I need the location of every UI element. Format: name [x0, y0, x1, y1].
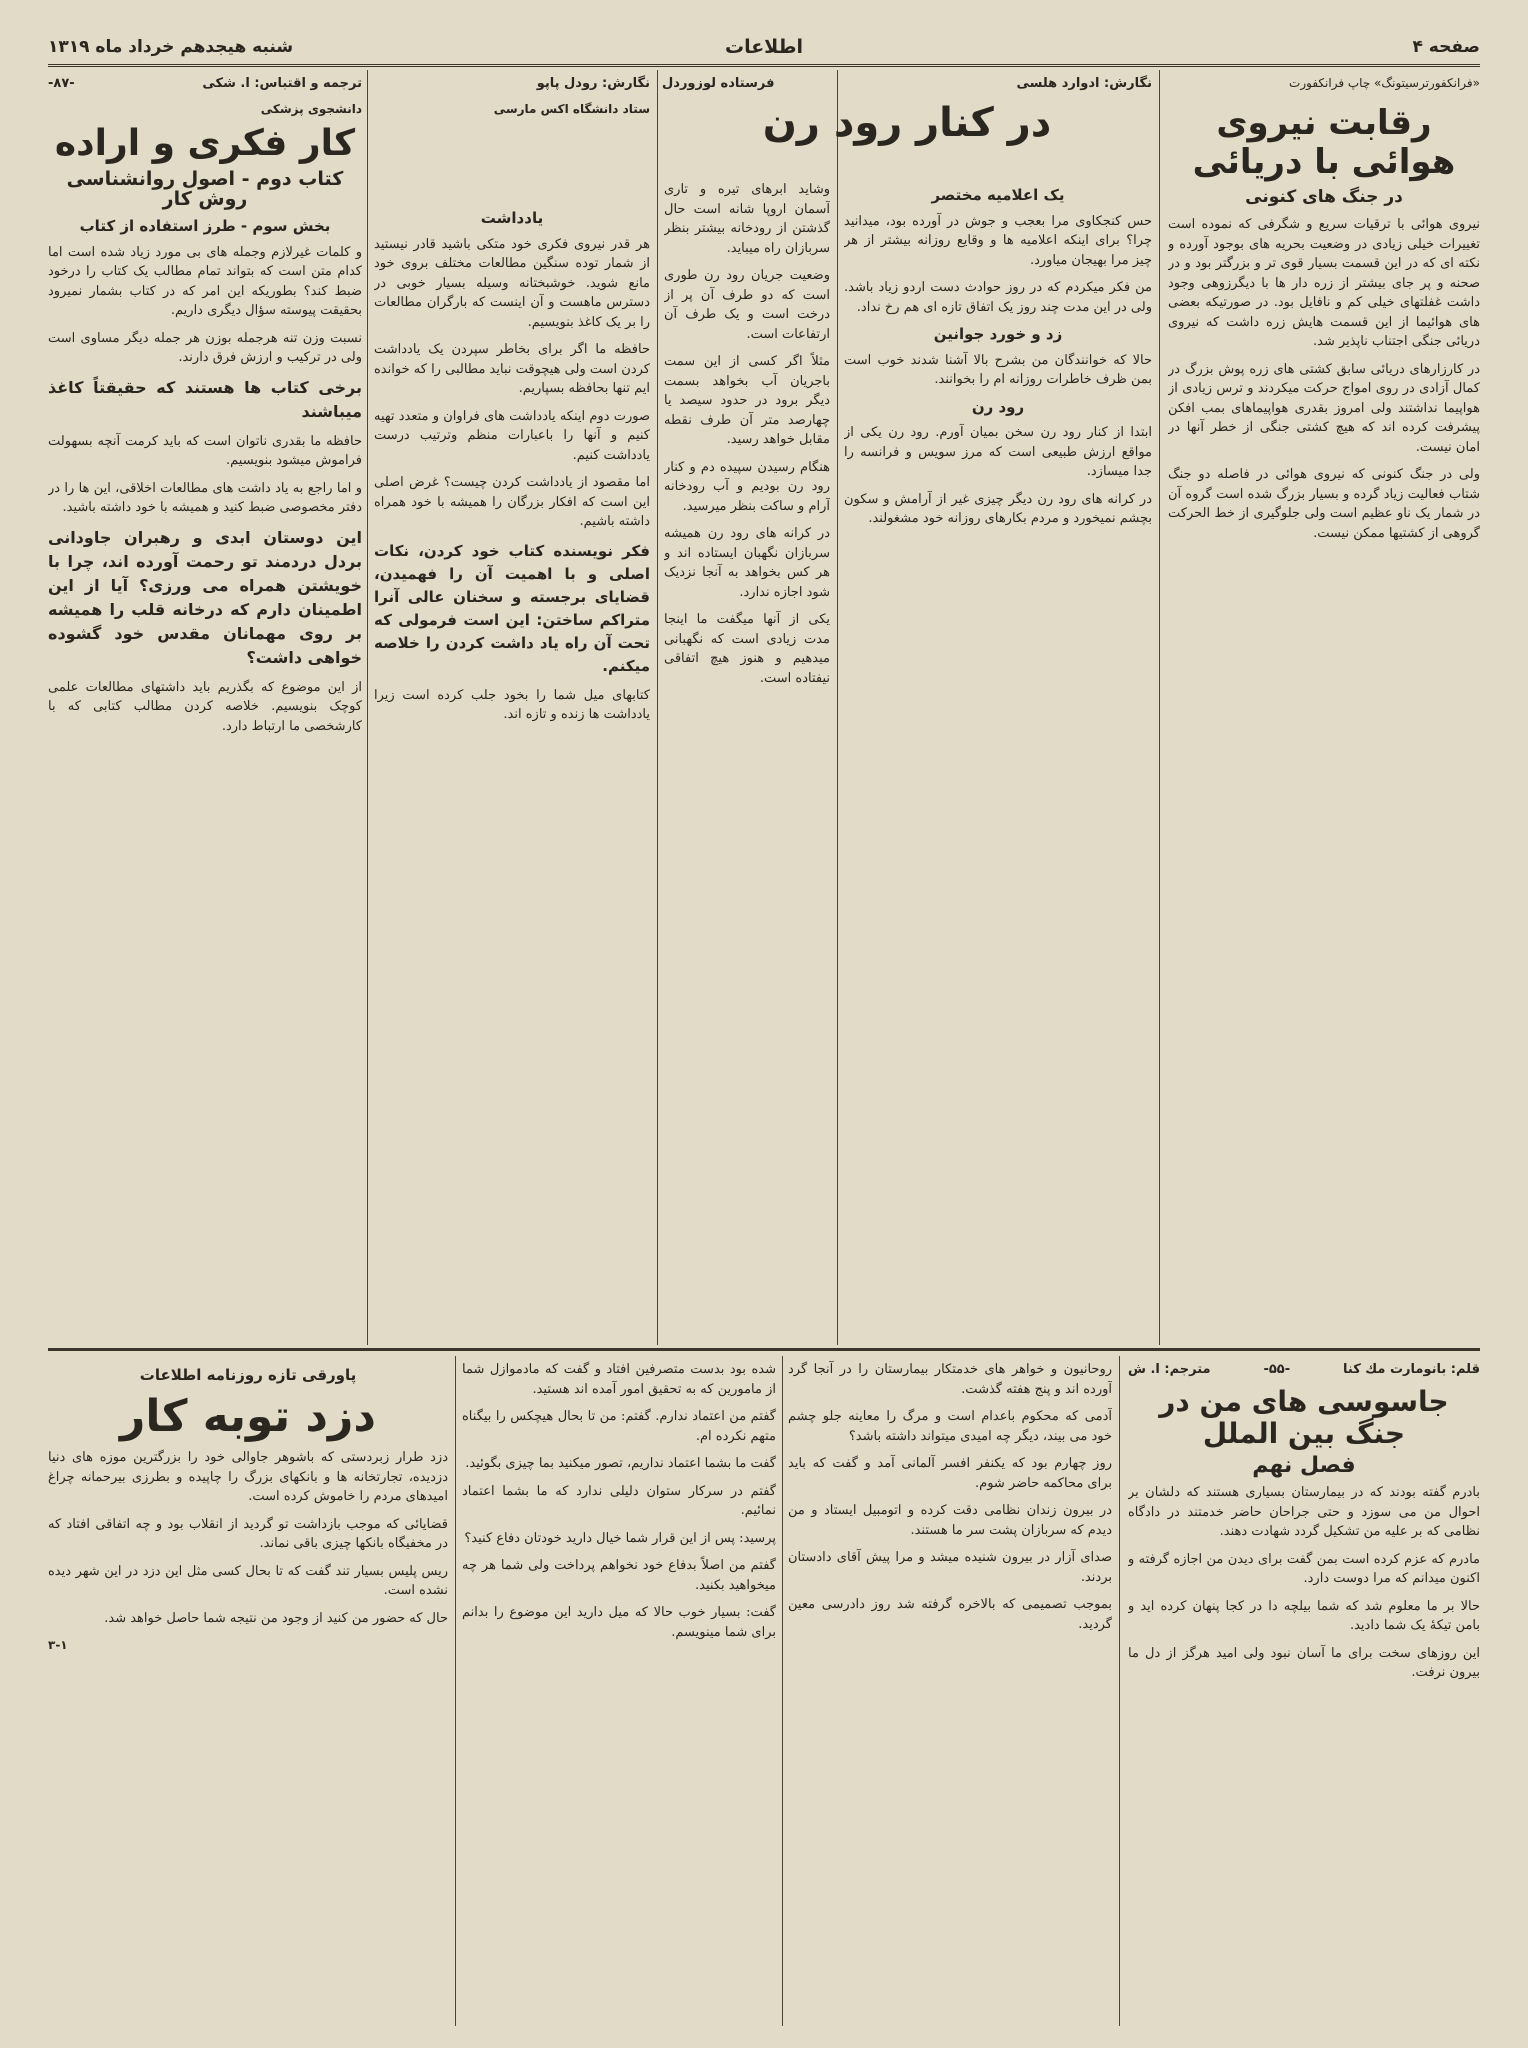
- article-subtitle: در جنگ های کنونی: [1245, 186, 1403, 207]
- serial-continued-b: [462, 1360, 776, 2022]
- article-title: در کنار رود رن: [762, 99, 1052, 146]
- article-byline: [48, 74, 362, 94]
- serial-paragraph: آدمی که محکوم باعدام است و مرگ را معاینه جلو چشم خود می بیند، دیگر چه امیدی میتواند داشته باشد؟: [788, 1409, 1112, 1444]
- serial-paragraph: بادرم گفته بودند که در بیمارستان بسیاری هستند که دلشان بر احوال من می سوزد و حتی جراحان حاضر خدمتند در دادگاه نظامی که بر علیه من تشکیل گردد شهادت دهند.: [1128, 1485, 1480, 1540]
- serial-repentant-thief: [48, 1360, 448, 2022]
- serial-label: پاورقی تازه روزنامه اطلاعات: [139, 1366, 357, 1384]
- series-number: -۸۷-: [48, 76, 75, 91]
- article-paragraph: مثلاً اگر کسی از این سمت باجریان آب بخواهد بسمت دیگر برود در حدود سیصد یا چهارصد متر آن طرف نقطه مقابل خواهد رسید.: [664, 354, 830, 447]
- article-paragraph: حس کنجکاوی مرا بعجب و جوش در آورده بود، میدانید چرا؟ برای اینکه اعلامیه ها و وقایع روزانه بیشتر از هر چیز مرا بهیجان میاورد.: [844, 213, 1152, 268]
- serial-paragraph: پرسید: پس از این قرار شما خیال دارید خودتان دفاع کنید؟: [464, 1530, 776, 1546]
- chapter-heading: فصل نهم: [1252, 1452, 1356, 1478]
- article-paragraph: در کرانه های رود رن دیگر چیزی غیر از آرامش و سکون بچشم نمیخورد و مردم بکارهای روزانه خود مشغولند.: [844, 491, 1152, 526]
- serial-paragraph: صدای آزار در بیرون شنیده میشد و مرا پیش آقای دادستان بردند.: [788, 1550, 1112, 1585]
- serial-paragraph: ریس پلیس بسیار تند گفت که تا بحال کسی مثل این دزد در این شهر دیده نشده است.: [48, 1563, 448, 1599]
- correspondent: فرستاده لوزوردل: [662, 76, 775, 91]
- column-rule: [455, 1356, 456, 2026]
- serial-paragraph: قضایائی که موجب بازداشت تو گردید از انقلاب بود و چه اتفاقی افتاد که در مخفیگاه بانکها چیزی باقی نماند.: [48, 1516, 448, 1552]
- serial-paragraph: گفتم من اعتماد ندارم. گفتم: من تا بحال هیچکس را بیگناه متهم نکرده ام.: [462, 1409, 776, 1444]
- book-heading: کتاب دوم - اصول روانشناسی روش کار: [66, 168, 344, 210]
- serial-paragraph: روز چهارم بود که یکنفر افسر آلمانی آمد و گفت که باید برای محاکمه حاضر شوم.: [788, 1456, 1112, 1491]
- article-paragraph: حالا که خوانندگان من بشرح بالا آشنا شدند خوب است بمن ظرف خاطرات روزانه ام را بخوانند.: [844, 352, 1152, 387]
- article-paragraph: حافظه ما اگر برای بخاطر سپردن یک یادداشت کردن است ولی هیچوقت نباید مطالبی را که خوانده ایم تنها بحافظه بسپاریم.: [374, 342, 650, 396]
- serial-paragraph: حالا بر ما معلوم شد که شما بیلچه دا در کجا پنهان کرده اید و بامن تیکهٔ یک شما دادید.: [1128, 1598, 1480, 1634]
- section-heading: یادداشت: [480, 209, 544, 227]
- series-number: -۵۵-: [1263, 1362, 1291, 1377]
- highlighted-sentence: برخی کتاب ها هستند که حقیقتاً کاغذ میباشند: [48, 377, 362, 421]
- article-paragraph: من فکر میکردم که در روز حوادث دست اردو زیاد باشد. ولی در این مدت چند روز یک اتفاق تازه ای هم رخ نداد.: [844, 280, 1152, 315]
- serial-paragraph: روحانیون و خواهر های خدمتکار بیمارستان را در آنجا گرد آورده اند و پنج هفته گذشت.: [788, 1362, 1112, 1397]
- column-rule: [1119, 1356, 1120, 2026]
- article-paragraph: کتابهای میل شما را بخود جلب کرده است زیرا یادداشت ها زنده و تازه اند.: [374, 687, 650, 722]
- serial-paragraph: شده بود بدست متصرفین افتاد و گفت که مادموازل شما از مامورین که به تحقیق امور آمده اند هستید.: [462, 1362, 776, 1397]
- serial-paragraph: مادرم که عزم کرده است بمن گفت برای دیدن من اجازه گرفته و اکنون میدانم که مرا دوست دارد.: [1128, 1551, 1480, 1587]
- article-byline: [662, 74, 1152, 94]
- serial-paragraph: گفتم من اصلاً بدفاع خود نخواهم پرداخت ولی شما هر چه میخواهید بکنید.: [462, 1558, 776, 1593]
- article-title: رقابت نیروی هوائی با دریائی: [1192, 102, 1456, 182]
- column-rule: [1159, 70, 1160, 1345]
- article-paragraph: در کرانه های رود رن همیشه سربازان نگهبان ایستاده اند و هر کس بخواهد به آنجا نزدیک شود اجازه ندارد.: [664, 526, 830, 600]
- author: نگارش: ادوارد هلسی: [1016, 76, 1152, 91]
- article-air-naval-rivalry: [1168, 74, 1480, 1342]
- article-paragraph: حافظه ما بقدری ناتوان است که باید کرمت آنچه بسهولت فراموش میشود بنویسیم.: [48, 433, 362, 469]
- serial-paragraph: گفت ما بشما اعتماد نداریم، تصور میکنید بما چیزی بگوئید.: [465, 1456, 776, 1471]
- article-paragraph: و کلمات غیرلازم وجمله های بی مورد زیاد شده است اما کدام متن است که بتواند تمام مطالب یک کتاب را درخود ضبط کند؟ بطوریکه این امر که در کتاب بشمار نمیرود بحقیقت پیوسته سؤال دیگری داریم.: [48, 244, 362, 319]
- article-paragraph: ابتدا از کنار رود رن سخن بمیان آورم. رود رن یکی از مواقع ارزش طبیعی است که مرز سویس و فرانسه را جدا میسازد.: [844, 425, 1152, 479]
- issue-date: شنبه هیجدهم خرداد ماه ۱۳۱۹: [48, 37, 294, 57]
- article-paragraph: در کارزارهای دریائی سابق کشتی های زره پوش بزرگ در کمال آزادی در روی امواج حرکت میکردند و ترس زیادی از هواپیما نداشتند ولی امروز بقدری هواپیماهای بمب افکن پیشرفت کرده اند که هیچ کشتی جنگی از خطر آنها در امان نیست.: [1168, 361, 1480, 455]
- article-rhine-col-a: [844, 180, 1152, 1342]
- article-paragraph: هنگام رسیدن سپیده دم و کنار رود رن بودیم و آب رودخانه آرام و ساکت بنظر میرسید.: [664, 459, 830, 514]
- article-title: کار فکری و اراده: [54, 123, 356, 164]
- article-paragraph: نسبت وزن تنه هرجمله بوزن هر جمله دیگر مساوی است ولی در ترکیب و ارزش فرق دارند.: [48, 330, 362, 366]
- article-paragraph: ولی در جنگ کنونی که نیروی هوائی در فاصله دو جنگ شتاب فعالیت زیاد گرده و بسیار بزرگ شده است گروه آن در شمار یک ناو عظیم است ولی جلوگیری از خط الحرکت گروهی از کشتیها ممکن نیست.: [1168, 467, 1480, 541]
- article-paragraph: اما مقصود از یادداشت کردن چیست؟ غرض اصلی این است که افکار بزرگان را همیشه با خود همراه داشته باشیم.: [374, 475, 650, 529]
- author: قلم: بانومارت مك كنا: [1343, 1362, 1480, 1377]
- article-rhine-col-b: [664, 180, 830, 1342]
- serial-paragraph: در بیرون زندان نظامی دقت کرده و اتومبیل ایستاد و من دیدم که سربازان پشت سر ما هستند.: [788, 1503, 1112, 1538]
- serial-credits: [1128, 1360, 1480, 1380]
- author-affiliation: ستاد دانشگاه اکس مارسی: [493, 101, 650, 116]
- translator: مترجم: ا. ش: [1128, 1362, 1211, 1377]
- article-mental-work: [48, 74, 362, 1342]
- serial-paragraph: دزد طرار زبردستی که باشوهر جاوالی خود را بزرگترین موزه های دنیا دزدیده، تجارتخانه ها و بانکهای بزرگ را چاپیده و بطرزی بیرحمانه چراغ امیدهای مردم را خاموش کرده است.: [48, 1450, 448, 1505]
- section-heading: یک اعلامیه مختصر: [931, 186, 1065, 204]
- rhine-header: [662, 74, 1152, 174]
- part-number: ۳-۱: [48, 1638, 68, 1653]
- serial-espionage: [1128, 1360, 1480, 2022]
- serial-title: جاسوسی های من در جنگ بین الملل: [1159, 1384, 1449, 1450]
- article-paragraph: یکی از آنها میگفت ما اینجا مدت زیادی است که نگهبانی میدهیم و هنوز هیچ اتفاقی نیفتاده است.: [664, 612, 830, 686]
- section-divider: [48, 1348, 1480, 1351]
- serial-continued-a: [788, 1360, 1112, 2022]
- column-rule: [657, 70, 658, 1345]
- serial-paragraph: گفت: بسیار خوب حالا که میل دارید این موضوع را بدانم برای شما مینویسم.: [462, 1605, 776, 1640]
- article-paragraph: و اما راجع به یاد داشت های مطالعات اخلاقی، این ها را در دفتر مخصوصی ضبط کنید و همیشه با خود داشته باشید.: [48, 480, 362, 516]
- newspaper-name: اطلاعات: [724, 36, 804, 58]
- translator-affiliation: دانشجوی پزشکی: [260, 101, 362, 116]
- emphasized-quote: فکر نویسنده کتاب خود کردن، نکات اصلی و با اهمیت آن را فهمیدن، قضایای برجسته و سخنان عالی آنرا متراکم ساختن: این است فرمولی که تحت آن راه یاد داشت کردن را خلاصه میکنم.: [374, 541, 650, 675]
- author: نگارش: رودل پاپو: [536, 76, 650, 91]
- part-heading: بخش سوم - طرز استفاده از کتاب: [79, 217, 331, 236]
- serial-paragraph: گفتم در سرکار ستوان دلیلی ندارد که ما بشما اعتماد نمائیم.: [462, 1483, 776, 1518]
- section-heading: زد و خورد جوانین: [933, 325, 1063, 343]
- article-notes: [374, 74, 650, 1342]
- section-heading: رود رن: [971, 397, 1025, 416]
- emphasized-passage: این دوستان ابدی و رهبران جاودانی بردل دردمند تو رحمت آورده اند، چرا با خویشتن همراه می ورزی؟ آیا از این اطمینان دارم که درخانه قلب را همیشه بر روی مهمانان مقدس خود گشوده خواهی داشت؟: [48, 527, 362, 667]
- article-paragraph: وضعیت جریان رود رن طوری است که دو طرف آن پر از درخت است و یک طرف آن ارتفاعات است.: [664, 268, 830, 342]
- serial-title: دزد توبه کار: [120, 1390, 376, 1442]
- article-paragraph: نیروی هوائی با ترقیات سریع و شگرفی که نموده است تغییرات خیلی زیادی در وضعیت بحریه های بوجود آورده و نکته ای که در این قسمت بسیار قوی تر و بزرگتر بود و در صحنه و پر جای بیشتر از زره دار ها با دیگرزوهی وجود داشت غفلتهای خیلی کم و نافایل بود. در صورتیکه بعضی های هوائیما از این قسمت هایش زره داشت که نیروی دریائی جنگی اجتناب ناپذیر شد.: [1168, 217, 1480, 350]
- serial-paragraph: این روزهای سخت برای ما آسان نبود ولی امید هرگز از دل ما بیرون نرفت.: [1128, 1645, 1480, 1681]
- column-rule: [367, 70, 368, 1345]
- column-rule: [837, 70, 838, 1345]
- page-number: صفحه ۴: [1412, 37, 1480, 57]
- column-rule: [782, 1356, 783, 2026]
- serial-paragraph: حال که حضور من کنید از وجود من نتیجه شما حاصل خواهد شد.: [104, 1610, 448, 1626]
- article-source: «فرانکفورترسیتونگ» چاپ فرانکفورت: [1289, 76, 1480, 90]
- masthead: [48, 30, 1480, 67]
- article-paragraph: هر قدر نیروی فکری خود متکی باشید قادر نیستید از شمار توده سنگین مطالعات مختلف بروی خود مانع شوید. خوشبختانه وسیله بسیار خوبی در دسترس ماهست و آن اینست که بارگران مطالعات را بر یک کاغذ بنویسیم.: [374, 236, 650, 330]
- article-byline: [374, 74, 650, 94]
- article-paragraph: وشاید ابرهای تیره و تاری آسمان اروپا شانه است حال گذشتن از رودخانه بیشتر بنظر سربازان راه میباید.: [664, 182, 830, 256]
- article-paragraph: صورت دوم اینکه یادداشت های فراوان و متعدد تهیه کنیم و آنها را باعبارات منظم وترتیب درست یادداشت کنیم.: [374, 408, 650, 463]
- translator: ترجمه و اقتباس: ا. شکی: [202, 76, 362, 91]
- serial-paragraph: بموجب تصمیمی که بالاخره گرفته شد روز دادرسی معین گردید.: [788, 1597, 1112, 1632]
- article-paragraph: از این موضوع که بگذریم باید داشتهای مطالعات علمی کوچک بنویسیم. خلاصه کردن مطالب کتابی که با کارشخصی ما ارتباط دارد.: [48, 679, 362, 734]
